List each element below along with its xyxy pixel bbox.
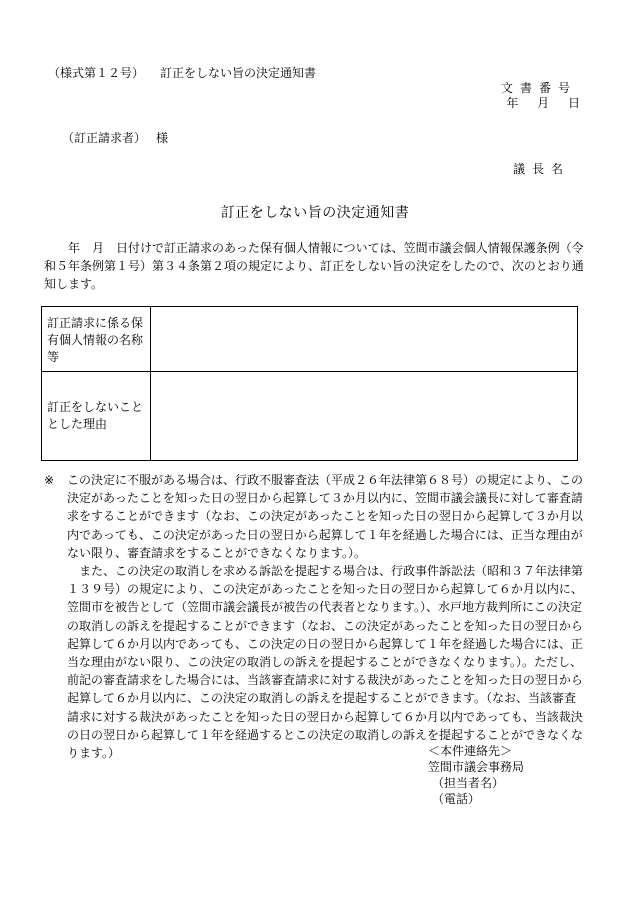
contact-heading: ＜本件連絡先＞: [428, 744, 513, 758]
form-title: 訂正をしない旨の決定通知書: [160, 66, 317, 80]
row2-label: 訂正をしないこととした理由: [42, 372, 151, 461]
addressee: [62, 132, 168, 144]
row1-value: [151, 307, 578, 372]
intro-paragraph: [44, 239, 584, 293]
row2-value: [151, 372, 578, 461]
contact-person: （担当者名）: [432, 776, 505, 790]
table-row: [42, 372, 578, 461]
table-row: [42, 307, 578, 372]
row1-label: 訂正請求に係る保有個人情報の名称等: [42, 307, 151, 372]
contact-block: [428, 743, 524, 807]
intro-text: 年 月 日付けで訂正請求のあった保有個人情報については、笠間市議会個人情報保護条例（令和５年条例第１号）第３４条第２項の規定により、訂正をしない旨の決定をしたので、次のとおり通知します。: [44, 241, 584, 291]
note-1-text: この決定に不服がある場合は、行政不服審査法（平成２６年法律第６８号）の規定により、この決定があったことを知った日の翌日から起算して３か月以内に、笠間市議会議長に対して審査請求をすることができます（なお、この決定があったことを知った日の翌日から起算して３か月以内であっても、この決定があった日の翌日から起算して１年を経過した場合には、正当な理由がない限り、審査請求をすることができなくなります。）。: [67, 473, 584, 560]
form-header: [48, 67, 316, 79]
notes-section: [44, 471, 584, 762]
document-date: 年 月 日: [506, 96, 580, 110]
chairperson-name: 議長名: [512, 162, 570, 176]
note-mark: ※: [44, 473, 55, 487]
note-2: また、この決定の取消しを求める訴訟を提起する場合は、行政事件訴訟法（昭和３７年法律第１３９号）の規定により、この決定があったことを知った日の翌日から起算して６か月以内に、笠間市を被告として（笠間市議会議長が被告の代表者となります。）、水戸地方裁判所にこの決定の取消しの訴えを提起することができます（なお、この決定があったことを知った日の翌日から起算して６か月以内であっても、この決定の日の翌日から起算して１年を経過した場合には、正当な理由がない限り、この決定の取消しの訴えを提起することができなくなります。）。ただし、前記の審査請求をした場合には、当該審査請求に対する裁決があったことを知った日の翌日から起算して６か月以内に、この決定の取消しの訴えを提起することができます。（なお、当該審査請求に対する裁決があったことを知った日の翌日から起算して６か月以内であっても、当該裁決の日の翌日から起算して１年を経過するとこの決定の取消しの訴えを提起することができなくなります。）: [67, 564, 584, 761]
addressee-name: （訂正請求者）: [62, 131, 147, 145]
contact-phone: （電話）: [432, 792, 481, 806]
contact-office: 笠間市議会事務局: [428, 760, 525, 774]
form-number: （様式第１２号）: [48, 66, 145, 80]
document-number: 文書番号: [500, 81, 577, 95]
note-1: [44, 471, 584, 562]
info-table: [41, 306, 578, 461]
document-title: 訂正をしない旨の決定通知書: [220, 205, 410, 221]
addressee-honorific: 様: [156, 131, 169, 145]
